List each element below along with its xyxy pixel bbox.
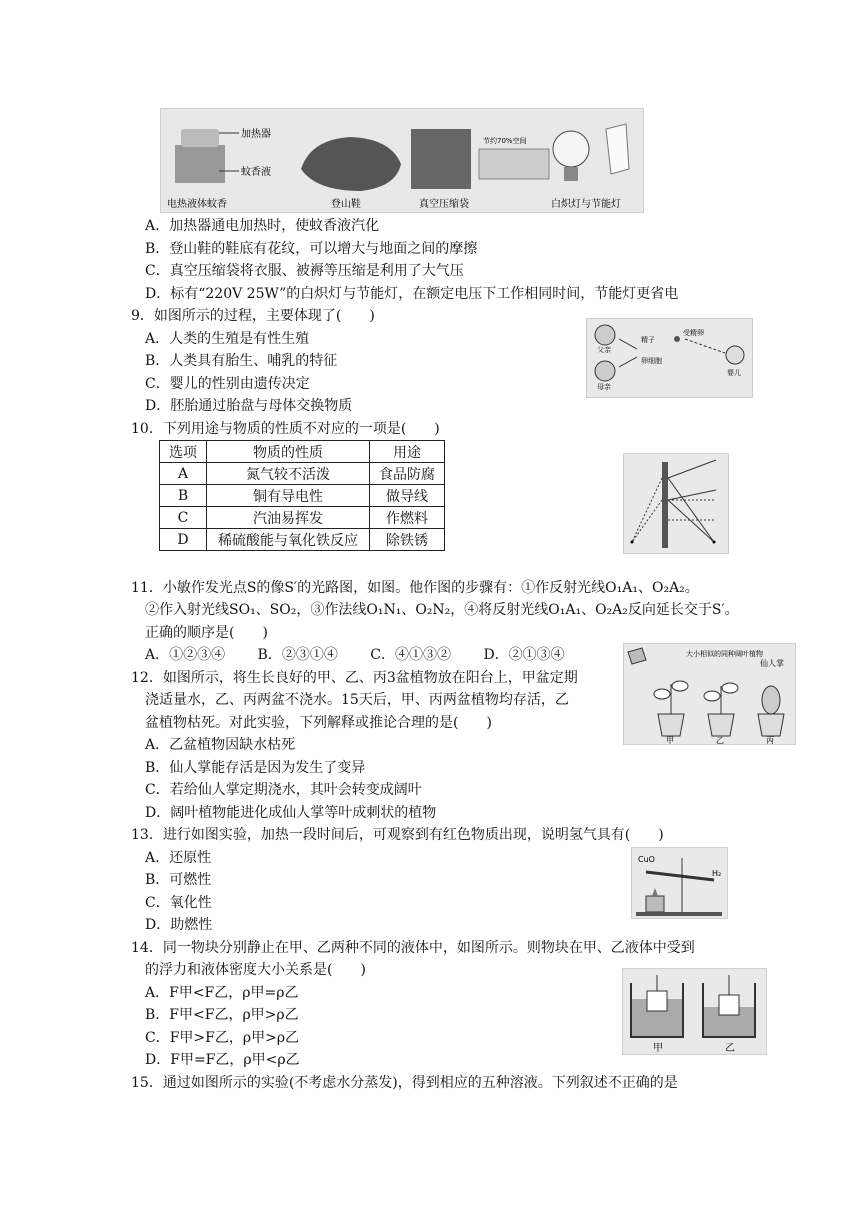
q9-egg: 卵细胞	[641, 357, 662, 365]
table-row	[160, 463, 445, 485]
q12-option-b: B．仙人掌能存活是因为发生了变异	[145, 760, 366, 776]
q12-cactus: 仙人掌	[760, 659, 784, 668]
table-header-row	[160, 441, 445, 463]
q13-option-d: D．助燃性	[145, 917, 213, 933]
cell-use: 作燃料	[370, 507, 445, 529]
cell-property: 铜有导电性	[207, 485, 370, 507]
q13-option-a: A．还原性	[145, 850, 212, 866]
q12-option-a: A．乙盆植物因缺水枯死	[145, 737, 296, 753]
q8-option-a: A．加热器通电加热时，使蚊香液汽化	[145, 218, 380, 234]
q14-option-d: D．F甲=F乙，ρ甲<ρ乙	[145, 1052, 300, 1068]
q11-figure	[623, 453, 729, 554]
cell-use: 食品防腐	[370, 463, 445, 485]
cell-option: C	[160, 507, 207, 529]
q12-pot-2: 乙	[716, 736, 724, 744]
q9-father: 父亲	[597, 346, 611, 354]
q9-stem: 9．如图所示的过程，主要体现了( )	[131, 308, 375, 324]
q11-line-1: 11．小敏作发光点S的像S′的光路图，如图。他作图的步骤有：①作反射光线O₁A₁、O₂A₂。	[131, 580, 699, 596]
q10-stem: 10．下列用途与物质的性质不对应的一项是( )	[131, 421, 440, 437]
q9-option-d: D．胚胎通过胎盘与母体交换物质	[145, 398, 353, 414]
q14-line-1: 14．同一物块分别静止在甲、乙两种不同的液体中，如图所示。则物块在甲、乙液体中受到	[131, 940, 695, 956]
q9-figure	[586, 318, 753, 398]
header-use: 用途	[370, 441, 445, 463]
q9-baby: 婴儿	[727, 369, 741, 377]
q9-option-a: A．人类的生殖是有性生殖	[145, 331, 310, 347]
q8-option-d: D．标有“220V 25W”的白炽灯与节能灯，在额定电压下工作相同时间，节能灯更省电	[145, 286, 679, 302]
table-row	[160, 507, 445, 529]
q12-line-2: 浇适量水，乙、丙两盆不浇水。15天后，甲、丙两盆植物均存活，乙	[145, 692, 569, 708]
q8-option-b: B．登山鞋的鞋底有花纹，可以增大与地面之间的摩擦	[145, 241, 478, 257]
cell-option: A	[160, 463, 207, 485]
q9-option-c: C．婴儿的性别由遗传决定	[145, 376, 310, 392]
fig8-liquid-label: 蚊香液	[241, 167, 271, 178]
fig8-space-label: 节约70%空间	[483, 137, 527, 145]
q14-line-2: 的浮力和液体密度大小关系是( )	[145, 962, 366, 978]
q12-note: 大小相似的同种阔叶植物	[686, 650, 763, 658]
q9-sperm: 精子	[641, 336, 655, 344]
q11-line-2: ②作入射光线SO₁、SO₂，③作法线O₁N₁、O₂N₂，④将反射光线O₁A₁、O₂A₂反向延长交于S′。	[145, 602, 739, 618]
fig8-heater-label: 加热器	[241, 129, 271, 140]
q13-stem: 13．进行如图实验，加热一段时间后，可观察到有红色物质出现，说明氢气具有( )	[131, 827, 664, 843]
q11-options: A．①②③④ B．②③①④ C．④①③② D．②①③④	[145, 647, 565, 663]
q14-cup-1: 甲	[653, 1043, 663, 1054]
q12-pot-3: 丙	[766, 736, 774, 744]
q14-cup-2: 乙	[725, 1043, 735, 1054]
q13-cuo: CuO	[638, 855, 655, 864]
q12-line-1: 12．如图所示，将生长良好的甲、乙、丙3盆植物放在阳台上，甲盆定期	[131, 670, 578, 686]
q12-option-d: D．阔叶植物能进化成仙人掌等叶成刺状的植物	[145, 805, 437, 821]
q14-option-b: B．F甲<F乙，ρ甲>ρ乙	[145, 1007, 299, 1023]
q14-option-c: C．F甲>F乙，ρ甲>ρ乙	[145, 1030, 300, 1046]
q10-table	[159, 440, 445, 551]
cell-option: B	[160, 485, 207, 507]
q9-option-b: B．人类具有胎生、哺乳的特征	[145, 353, 338, 369]
q9-zygote: 受精卵	[683, 329, 704, 337]
q14-option-a: A．F甲<F乙，ρ甲=ρ乙	[145, 985, 299, 1001]
table-row	[160, 529, 445, 551]
q8-option-c: C．真空压缩袋将衣服、被褥等压缩是利用了大气压	[145, 263, 464, 279]
q13-option-b: B．可燃性	[145, 872, 212, 888]
cell-use: 除铁锈	[370, 529, 445, 551]
q12-option-c: C．若给仙人掌定期浇水，其叶会转变成阔叶	[145, 782, 422, 798]
q12-line-3: 盆植物枯死。对此实验，下列解释或推论合理的是( )	[145, 715, 492, 731]
q8-figure	[160, 108, 644, 213]
q15-stem: 15．通过如图所示的实验(不考虑水分蒸发)，得到相应的五种溶液。下列叙述不正确的是	[131, 1075, 678, 1091]
cell-property: 汽油易挥发	[207, 507, 370, 529]
q14-figure	[622, 968, 767, 1055]
q13-figure	[631, 847, 728, 919]
fig8-cap4: 白炽灯与节能灯	[551, 199, 621, 210]
table-row	[160, 485, 445, 507]
cell-use: 做导线	[370, 485, 445, 507]
fig8-cap2: 登山鞋	[331, 199, 361, 210]
cell-property: 氮气较不活泼	[207, 463, 370, 485]
q9-mother: 母亲	[597, 383, 611, 391]
q11-line-3: 正确的顺序是( )	[145, 625, 268, 641]
q13-option-c: C．氧化性	[145, 895, 212, 911]
header-option: 选项	[160, 441, 207, 463]
q12-figure	[623, 643, 796, 745]
cell-property: 稀硫酸能与氧化铁反应	[207, 529, 370, 551]
fig8-cap3: 真空压缩袋	[419, 199, 469, 210]
header-property: 物质的性质	[207, 441, 370, 463]
fig8-cap1: 电热液体蚊香	[167, 199, 227, 210]
q12-pot-1: 甲	[666, 736, 674, 744]
q13-h2: H₂	[712, 869, 722, 878]
cell-option: D	[160, 529, 207, 551]
